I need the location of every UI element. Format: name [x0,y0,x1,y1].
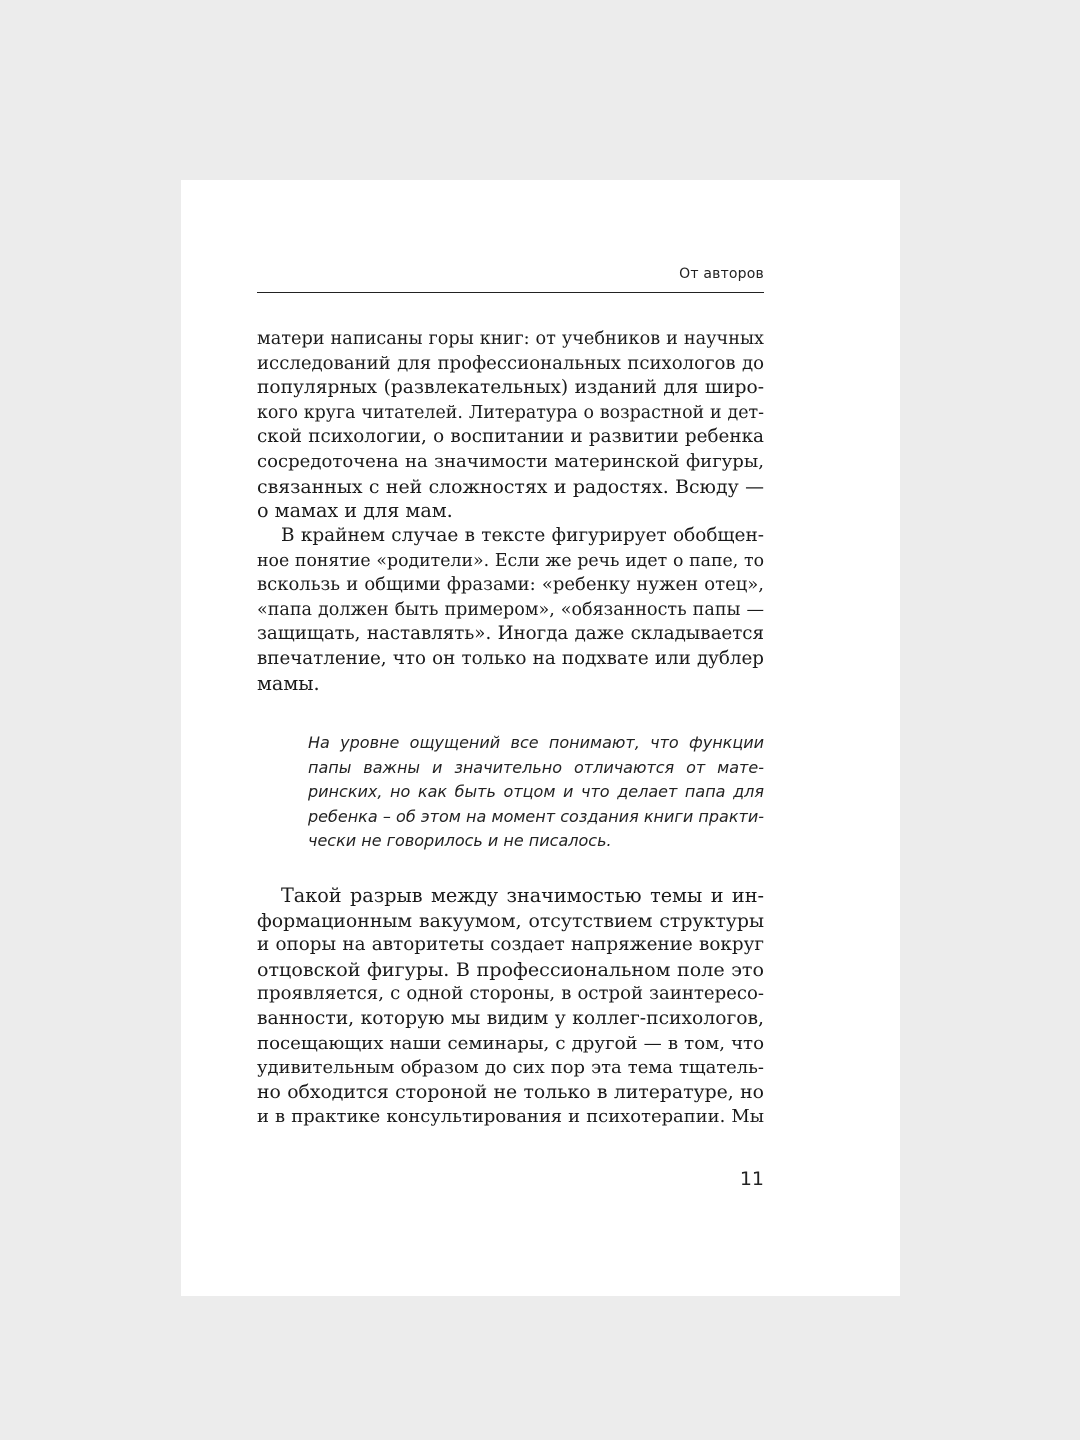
text-line: мамы. [257,671,320,695]
text-line: ванности, которую мы видим у коллег-психологов, [257,1007,764,1029]
text-line: Такой разрыв между значимостью темы и ин- [281,884,764,907]
text-line: проявляется, с одной стороны, в острой заинтересо- [257,983,764,1005]
quote-line: На уровне ощущений все понимают, что функции [308,733,764,752]
running-head: От авторов [679,266,764,282]
text-line: В крайнем случае в тексте фигурирует обобщен- [281,525,764,546]
text-line: и в практике консультирования и психотерапии. Мы [257,1106,764,1128]
text-line: отцовской фигуры. В профессиональном поле это [257,957,764,981]
text-line: но обходится стороной не только в литературе, но [257,1081,764,1103]
text-line: о мамах и для мам. [257,499,453,523]
text-line: ное понятие «родители». Если же речь идет о папе, то [257,550,764,571]
quote-line: чески не говорилось и не писалось. [308,831,612,851]
quote-line: ринских, но как быть отцом и что делает папа для [308,782,764,802]
text-line: удивительным образом до сих пор эта тема тщатель- [257,1057,764,1079]
text-line: матери написаны горы книг: от учебников и научных [257,329,764,349]
quote-line: ребенка – об этом на момент создания книги практи- [308,806,764,826]
text-line: защищать, наставлять». Иногда даже складывается [257,623,764,645]
text-line: связанных с ней сложностях и радостях. Всюду — [257,475,764,498]
text-line: впечатление, что он только на подхвате или дублер [257,647,764,669]
book-page [181,180,900,1296]
text-line: кого круга читателей. Литература о возрастной и дет- [257,402,764,423]
text-line: ской психологии, о воспитании и развитии ребенка [257,426,764,448]
text-line: популярных (развлекательных) изданий для широ- [257,377,764,399]
paragraph-2 [257,524,764,696]
text-line: «папа должен быть примером», «обязанность папы — [257,599,764,620]
quote-line: папы важны и значительно отличаются от мате- [308,757,764,777]
text-line: сосредоточена на значимости материнской фигуры, [257,450,764,472]
page-number: 11 [739,1168,764,1190]
header-rule [257,292,764,293]
text-line: формационным вакуумом, отсутствием структуры [257,909,764,932]
text-line: вскользь и общими фразами: «ребенку нужен отец», [257,574,764,596]
pull-quote [308,731,764,854]
text-line: исследований для профессиональных психологов до [257,352,764,374]
paragraph-3 [257,884,764,1130]
text-line: посещающих наши семинары, с другой — в том, что [257,1032,764,1054]
text-line: и опоры на авторитеты создает напряжение вокруг [257,934,764,956]
paragraph-1 [257,327,764,524]
